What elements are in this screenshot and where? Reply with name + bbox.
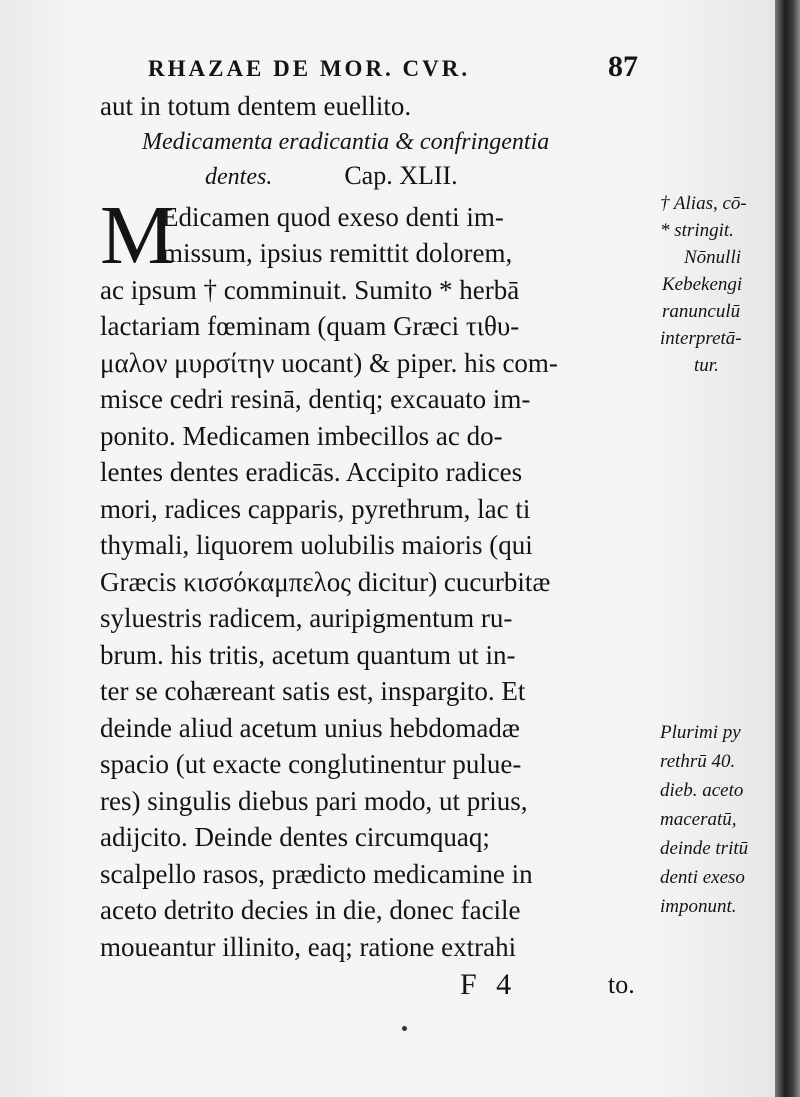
chapter-heading-word: dentes.	[205, 163, 273, 190]
marginal-note-line: imponunt.	[660, 896, 737, 917]
text-line: brum. his tritis, acetum quantum ut in-	[100, 639, 516, 670]
text-line: deinde aliud acetum unius hebdomadæ	[100, 712, 520, 743]
page-footer	[460, 968, 670, 1008]
text-line: missum, ipsius remittit dolorem,	[162, 238, 513, 268]
text-line: misce cedri resinā, dentiq; excauato im-	[100, 384, 531, 414]
marginal-note-line: Kebekengi	[662, 274, 743, 295]
text-line: lentes dentes eradicās. Accipito radices	[100, 457, 523, 487]
text-line: scalpello rasos, prædicto medicamine in	[100, 858, 533, 889]
page-edge	[775, 0, 800, 1097]
text-line: lactariam fœminam (quam Græci τιθυ-	[100, 311, 520, 341]
text-line: Græcis κισσόκαμπελος dicitur) cucurbitæ	[100, 566, 551, 597]
page-header	[148, 50, 648, 90]
drop-cap: M	[100, 188, 175, 282]
signature-mark: F 4	[460, 968, 518, 1001]
text-line: res) singulis diebus pari modo, ut prius,	[100, 785, 528, 816]
text-line: Edicamen quod exeso denti im-	[162, 201, 504, 232]
text-line: thymali, liquorem uolubilis maioris (qui	[100, 530, 533, 560]
marginal-note-bottom	[660, 718, 772, 921]
marginal-note-line: rethrū 40.	[660, 751, 736, 772]
ink-speck	[402, 1026, 407, 1031]
marginal-note-line: deinde tritū	[660, 838, 749, 859]
chapter-heading-line-1: Medicamenta eradicantia & confringentia	[142, 128, 550, 155]
text-line: syluestris radicem, auripigmentum ru-	[100, 603, 513, 633]
text-line: adijcito. Deinde dentes circumquaq;	[100, 822, 490, 852]
marginal-note-line: denti exeso	[660, 867, 745, 888]
marginal-note-line: Nōnulli	[684, 247, 742, 268]
chapter-heading-line-2	[100, 159, 660, 193]
chapter-body	[100, 188, 660, 966]
main-text-block	[100, 88, 660, 965]
marginal-note-line: tur.	[694, 355, 719, 376]
marginal-note-line: maceratū,	[660, 809, 737, 830]
text-line: ponito. Medicamen imbecillos ac do-	[100, 420, 503, 451]
text-line: mori, radices capparis, pyrethrum, lac ti	[100, 493, 531, 524]
catchword: to.	[608, 970, 635, 999]
marginal-note-top	[660, 190, 772, 379]
marginal-note-line: † Alias, cō-	[660, 193, 747, 214]
text-line: ac ipsum † comminuit. Sumito * herbā	[100, 274, 520, 305]
marginal-note-line: * stringit.	[660, 220, 734, 241]
text-line: moueantur illinito, eaq; ratione extrahi	[100, 931, 517, 962]
text-line: μαλον μυρσίτην uocant) & piper. his com-	[100, 347, 558, 378]
running-title: RHAZAE DE MOR. CVR.	[148, 56, 471, 81]
text-line: ter se cohæreant satis est, inspargito. Et	[100, 676, 526, 706]
text-line: aceto detrito decies in die, donec facile	[100, 895, 521, 925]
continuation-line: aut in totum dentem euellito.	[100, 91, 412, 121]
marginal-note-line: interpretā-	[660, 328, 742, 349]
marginal-note-line: ranunculū	[662, 301, 741, 322]
text-line: spacio (ut exacte conglutinentur pulue-	[100, 749, 522, 779]
chapter-number: Cap. XLII.	[344, 160, 458, 190]
marginal-note-line: Plurimi py	[660, 722, 741, 743]
marginal-note-line: dieb. aceto	[660, 780, 744, 801]
page-number: 87	[608, 50, 638, 83]
